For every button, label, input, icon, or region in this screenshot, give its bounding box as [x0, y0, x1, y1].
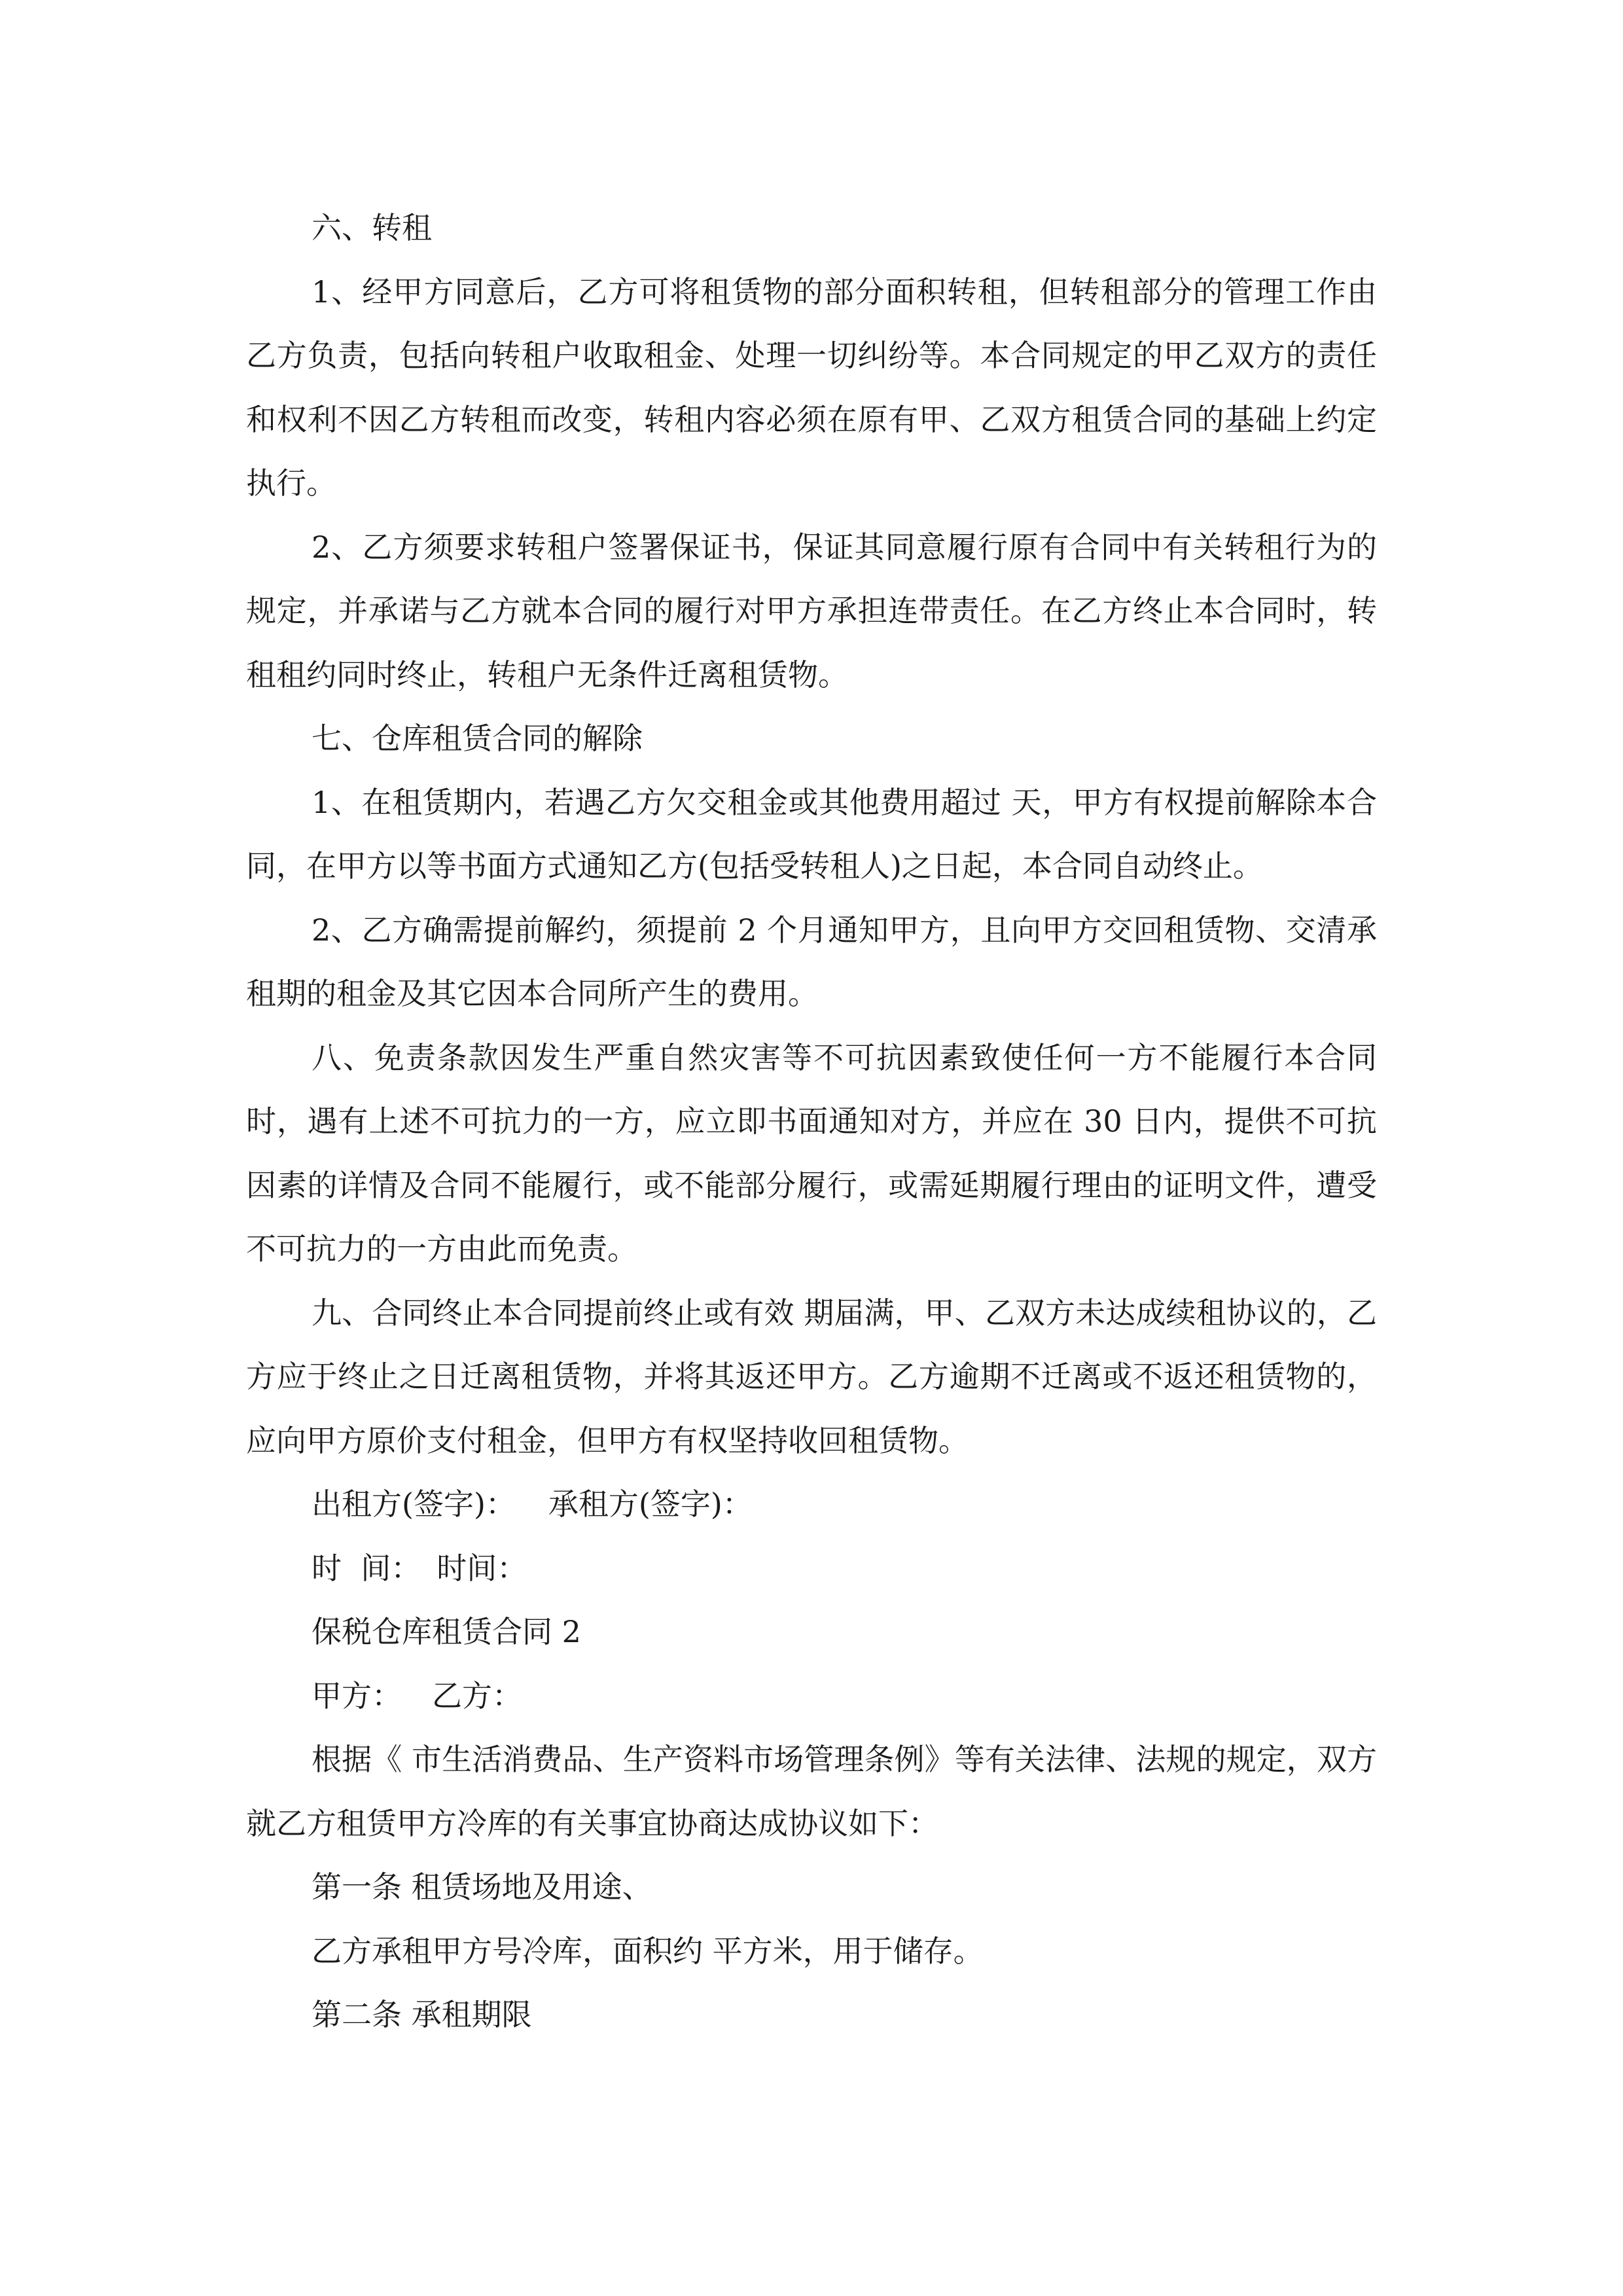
lessor-signature-label: 出租方(签字)：: [312, 1486, 516, 1522]
lessee-signature-label: 承租方(签字)：: [548, 1486, 753, 1522]
paragraph: 2、乙方须要求转租户签署保证书，保证其同意履行原有合同中有关转租行为的规定，并承诺与乙方就本合同的履行对甲方承担连带责任。在乙方终止本合同时，转租租约同时终止，转租户无条件迁离租赁物。: [246, 529, 1377, 692]
article-2-title: 第二条 承租期限: [312, 1997, 532, 2032]
document-body: [246, 196, 1377, 2047]
signature-line: [246, 1473, 1377, 1537]
time-label-lessee: 时间：: [437, 1550, 527, 1586]
paragraph: 八、免责条款因发生严重自然灾害等不可抗因素致使任何一方不能履行本合同时，遇有上述不可抗力的一方，应立即书面通知对方，并应在 30 日内，提供不可抗因素的详情及合同不能履行，或不能部分履行，或需延期履行理由的证明文件，遭受不可抗力的一方由此而免责。: [246, 1039, 1377, 1266]
party-a-label: 甲方：: [312, 1677, 402, 1713]
party-b-label: 乙方：: [432, 1677, 522, 1713]
paragraph: 2、乙方确需提前解约，须提前 2 个月通知甲方，且向甲方交回租赁物、交清承租期的租金及其它因本合同所产生的费用。: [246, 912, 1377, 1011]
section-heading-termination: 七、仓库租赁合同的解除: [312, 721, 643, 756]
article-1-text: 乙方承租甲方号冷库，面积约 平方米，用于储存。: [312, 1933, 984, 1969]
time-line: [246, 1537, 1377, 1601]
contract-2-title: 保税仓库租赁合同 2: [312, 1614, 581, 1649]
paragraph: 1、经甲方同意后，乙方可将租赁物的部分面积转租，但转租部分的管理工作由乙方负责，包括向转租户收取租金、处理一切纠纷等。本合同规定的甲乙双方的责任和权利不因乙方转租而改变，转租内容必须在原有甲、乙双方租赁合同的基础上约定执行。: [246, 274, 1377, 501]
paragraph: 1、在租赁期内，若遇乙方欠交租金或其他费用超过 天，甲方有权提前解除本合同，在甲方以等书面方式通知乙方(包括受转租人)之日起，本合同自动终止。: [246, 784, 1377, 884]
article-1-title: 第一条 租赁场地及用途、: [312, 1869, 652, 1905]
time-label-lessor: 时 间：: [312, 1550, 421, 1586]
section-heading-sublease: 六、转租: [312, 210, 432, 245]
paragraph: 九、合同终止本合同提前终止或有效 期届满，甲、乙双方未达成续租协议的，乙方应于终止之日迁离租赁物，并将其返还甲方。乙方逾期不迁离或不返还租赁物的，应向甲方原价支付租金，但甲方有权坚持收回租赁物。: [246, 1295, 1377, 1458]
parties-line: [246, 1664, 1377, 1729]
contract-2-intro: 根据《 市生活消费品、生产资料市场管理条例》等有关法律、法规的规定，双方就乙方租赁甲方冷库的有关事宜协商达成协议如下：: [246, 1742, 1377, 1841]
